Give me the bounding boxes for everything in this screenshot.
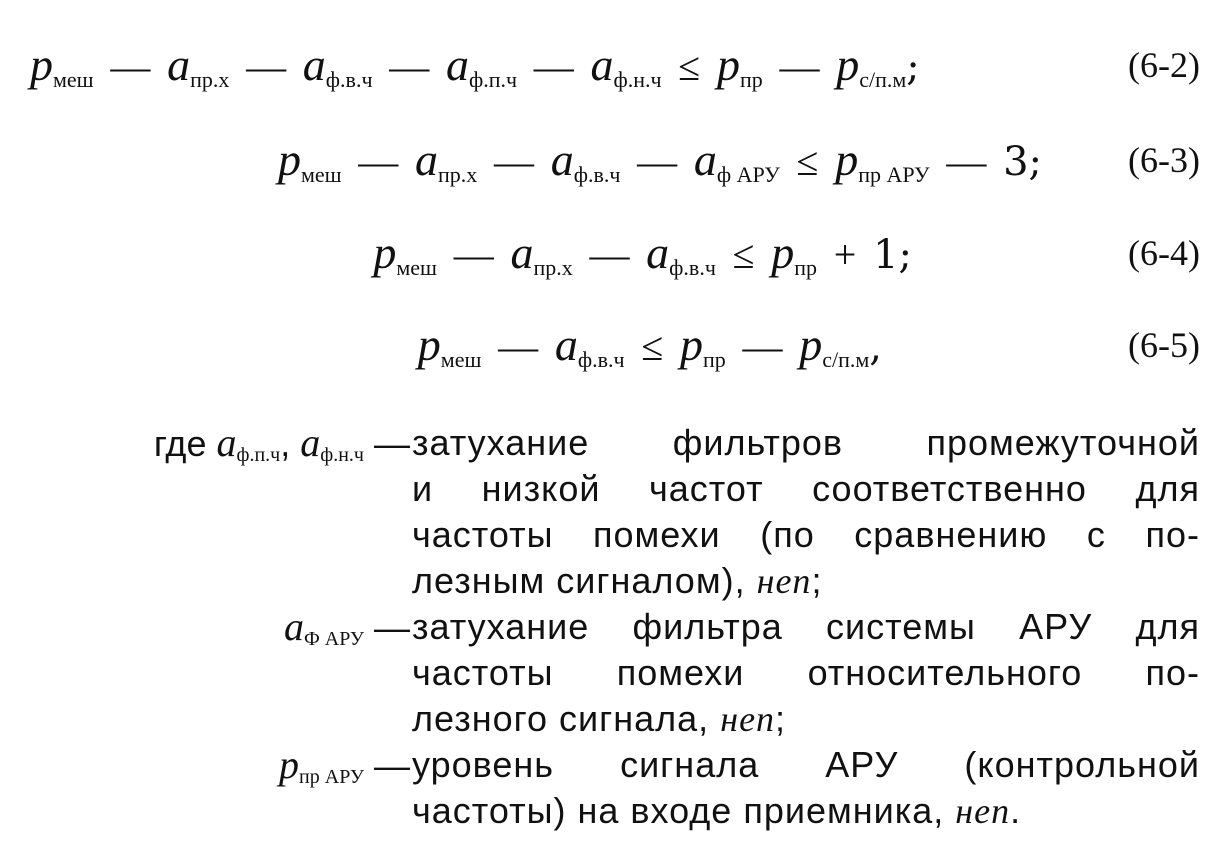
- equation-number: (6-2): [1128, 45, 1200, 85]
- sub: меш: [440, 347, 482, 372]
- text-line: частоты помехи относительного по-: [412, 652, 1200, 693]
- var-p: p: [716, 39, 740, 90]
- definitions: [30, 420, 1200, 834]
- sub: пр.х: [533, 255, 573, 280]
- operator: —: [246, 44, 287, 89]
- equation-6-4: [373, 228, 912, 286]
- var-a: a: [302, 39, 326, 90]
- unit: неп: [720, 699, 776, 739]
- var-a: a: [554, 319, 578, 370]
- unit: неп: [955, 791, 1011, 831]
- definition-text: [412, 742, 1200, 834]
- definition-term: [279, 742, 410, 795]
- dash: —: [374, 745, 410, 786]
- var-a: a: [300, 420, 321, 465]
- relation: ≤: [678, 44, 701, 89]
- operator: —: [946, 139, 987, 184]
- text-line: [412, 558, 1200, 604]
- text-line: затухание фильтров промежуточной: [412, 422, 1200, 463]
- definition-1: [30, 420, 1200, 604]
- sub: пр АРУ: [858, 162, 930, 187]
- operator: —: [389, 44, 430, 89]
- sub: пр: [702, 347, 726, 372]
- var-p: p: [835, 134, 859, 185]
- sub: пр: [739, 67, 763, 92]
- text-line: затухание фильтра системы АРУ для: [412, 606, 1200, 647]
- var-a: a: [510, 227, 534, 278]
- sub: Ф АРУ: [303, 628, 364, 650]
- punct: ,: [869, 324, 882, 370]
- var-p: p: [279, 742, 300, 787]
- var-p: p: [799, 319, 823, 370]
- var-p: p: [679, 319, 703, 370]
- operator: —: [453, 232, 494, 277]
- var-a: a: [590, 39, 614, 90]
- text-line: уровень сигнала АРУ (контрольной: [412, 744, 1200, 785]
- sub: меш: [53, 67, 94, 92]
- definition-term: [284, 604, 410, 657]
- var-p-mesh: p: [30, 39, 53, 90]
- operator: —: [589, 232, 630, 277]
- definition-text: [412, 604, 1200, 742]
- sub: ф.в.ч: [573, 162, 621, 187]
- relation: ≤: [641, 324, 664, 369]
- text-line: [412, 696, 1200, 742]
- text: лезного сигнала,: [412, 698, 710, 739]
- punct: ,: [280, 423, 291, 464]
- sub: с/п.м: [859, 67, 907, 92]
- text-line: [412, 788, 1200, 834]
- punct: ;: [811, 560, 823, 601]
- punct: ;: [906, 44, 920, 90]
- equation-6-3: [278, 135, 1042, 193]
- sub: ф.н.ч: [320, 444, 364, 466]
- where-word: где: [153, 423, 207, 464]
- var-p-mesh: p: [417, 319, 441, 370]
- definition-2: [30, 604, 1200, 742]
- punct: ;: [775, 698, 787, 739]
- var-a: a: [283, 604, 304, 649]
- relation: ≤: [732, 232, 755, 277]
- sub: ф.п.ч: [468, 67, 518, 92]
- dash: —: [374, 423, 410, 464]
- unit: неп: [756, 561, 812, 601]
- sub: ф.в.ч: [325, 67, 373, 92]
- operator: —: [637, 139, 678, 184]
- operator: —: [533, 44, 574, 89]
- sub: пр: [794, 255, 818, 280]
- operator: —: [742, 324, 783, 369]
- punct: .: [1010, 790, 1022, 831]
- sub: меш: [300, 162, 342, 187]
- var-a: a: [216, 420, 237, 465]
- sub: пр.х: [438, 162, 478, 187]
- text: лезным сигналом),: [412, 560, 746, 601]
- definition-3: [30, 742, 1200, 834]
- sub: ф.в.ч: [577, 347, 625, 372]
- sub: ф.в.ч: [669, 255, 716, 280]
- text-line: и низкой частот соответственно для: [412, 468, 1200, 509]
- var-a: a: [167, 39, 191, 90]
- relation: ≤: [796, 139, 819, 184]
- constant: 1;: [873, 232, 912, 278]
- sub: с/п.м: [822, 347, 870, 372]
- var-a: a: [415, 134, 439, 185]
- var-p: p: [771, 227, 795, 278]
- text: частоты) на входе приемника,: [412, 790, 945, 831]
- text-line: частоты помехи (по сравнению с по-: [412, 514, 1200, 555]
- sub: пр АРУ: [299, 766, 364, 788]
- operator: +: [833, 232, 857, 277]
- var-a: a: [693, 134, 717, 185]
- sub: ф.н.ч: [613, 67, 662, 92]
- sub: пр.х: [190, 67, 230, 92]
- var-p: p: [836, 39, 860, 90]
- operator: —: [110, 44, 151, 89]
- equation-number: (6-3): [1128, 140, 1200, 180]
- sub: ф АРУ: [716, 162, 780, 187]
- equation-6-5: [418, 320, 882, 378]
- var-a: a: [550, 134, 574, 185]
- operator: —: [498, 324, 539, 369]
- constant: 3;: [1003, 139, 1042, 185]
- sub: ф.п.ч: [236, 444, 281, 466]
- operator: —: [358, 139, 399, 184]
- definition-text: [412, 420, 1200, 604]
- operator: —: [779, 44, 820, 89]
- var-p-mesh: p: [277, 134, 301, 185]
- var-a: a: [646, 227, 670, 278]
- definition-term: [154, 420, 410, 473]
- equation-number: (6-5): [1128, 325, 1200, 365]
- var-p-mesh: p: [373, 227, 397, 278]
- equation-number: (6-4): [1128, 233, 1200, 273]
- equation-6-2: [30, 40, 920, 98]
- sub: меш: [396, 255, 438, 280]
- var-a: a: [445, 39, 469, 90]
- dash: —: [374, 607, 410, 648]
- operator: —: [494, 139, 535, 184]
